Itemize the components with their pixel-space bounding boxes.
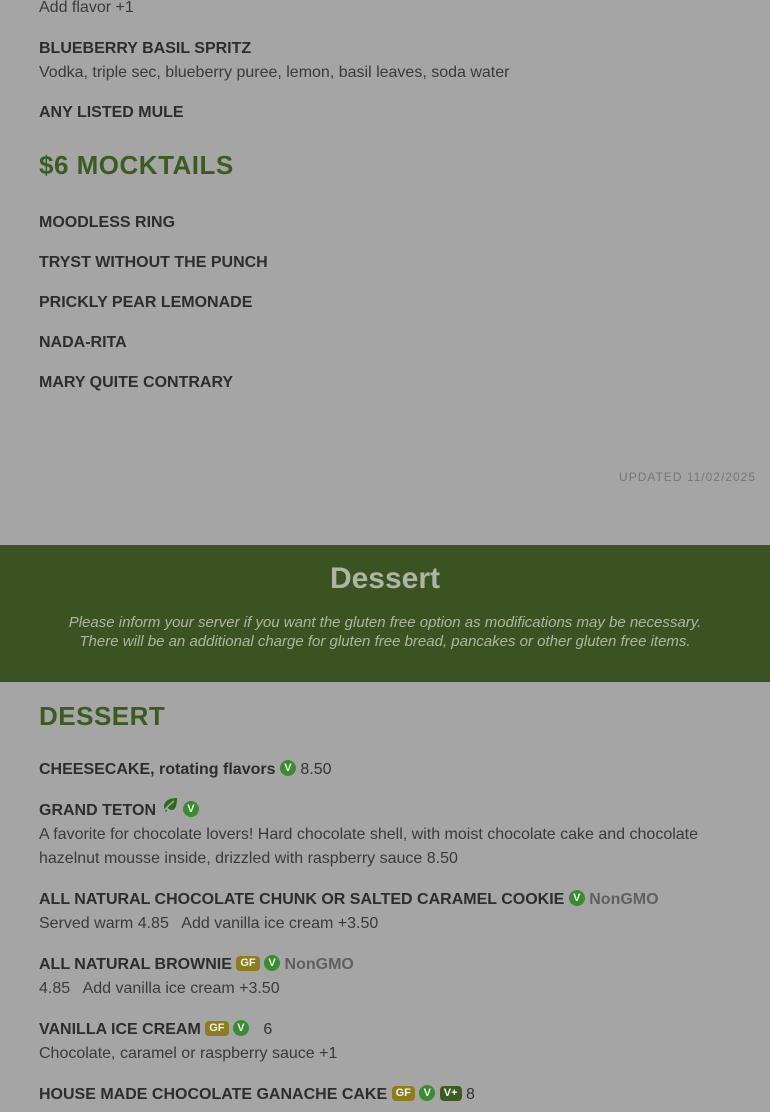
item-name: HOUSE MADE CHOCOLATE GANACHE CAKE	[39, 1086, 388, 1103]
dessert-banner	[0, 545, 770, 682]
item-description: hazelnut mousse inside, drizzled with raspberry sauce 8.50	[39, 850, 458, 867]
mocktail-item: TRYST WITHOUT THE PUNCH	[39, 254, 268, 271]
item-name: GRAND TETON	[39, 802, 157, 819]
mocktail-item: PRICKLY PEAR LEMONADE	[39, 294, 253, 311]
vegetarian-icon: V	[569, 890, 585, 906]
item-name: VANILLA ICE CREAM	[39, 1021, 201, 1038]
item-description: Served warm 4.85 Add vanilla ice cream +3.50	[39, 915, 379, 932]
menu-item	[39, 888, 732, 936]
item-description: Vodka, triple sec, blueberry puree, lemon, basil leaves, soda water	[39, 64, 510, 81]
vegetarian-icon: V	[419, 1085, 435, 1101]
mocktail-item: NADA-RITA	[39, 334, 127, 351]
section-title-mocktails: $6 MOCKTAILS	[39, 150, 234, 180]
gluten-free-badge: GF	[392, 1086, 415, 1101]
updated-date: UPDATED 11/02/2025	[619, 470, 756, 484]
section-title-dessert: DESSERT	[39, 701, 166, 731]
menu-item	[39, 37, 732, 85]
item-name: ALL NATURAL BROWNIE	[39, 956, 232, 973]
vegan-badge: V+	[440, 1086, 462, 1101]
menu-item	[39, 1018, 732, 1066]
vegetarian-icon: V	[183, 801, 199, 817]
item-price: 8	[466, 1086, 475, 1103]
nongmo-label: NonGMO	[589, 891, 659, 908]
item-name: ALL NATURAL CHOCOLATE CHUNK OR SALTED CARAMEL COOKIE	[39, 891, 565, 908]
item-name: ANY LISTED MULE	[39, 104, 184, 121]
banner-note	[0, 613, 770, 651]
item-name: CHEESECAKE, rotating flavors	[39, 761, 276, 778]
menu-item	[39, 953, 732, 1001]
item-description: Chocolate, caramel or raspberry sauce +1	[39, 1045, 338, 1062]
leaf-icon	[161, 797, 179, 821]
vegetarian-icon: V	[233, 1020, 249, 1036]
gluten-free-badge: GF	[205, 1021, 228, 1036]
menu-item	[39, 101, 732, 125]
banner-title: Dessert	[329, 562, 441, 595]
menu-item	[39, 1083, 732, 1107]
nongmo-label: NonGMO	[284, 956, 354, 973]
banner-note-line: There will be an additional charge for gluten free bread, pancakes or other gluten free items.	[79, 633, 691, 650]
item-name: BLUEBERRY BASIL SPRITZ	[39, 40, 252, 57]
gluten-free-badge: GF	[236, 956, 259, 971]
vegetarian-icon: V	[280, 760, 296, 776]
menu-item	[39, 758, 732, 782]
item-price: 6	[263, 1021, 273, 1038]
vegetarian-icon: V	[264, 955, 280, 971]
banner-note-line: Please inform your server if you want the gluten free option as modifications may be necessary.	[68, 614, 702, 631]
add-flavor-note: Add flavor +1	[39, 0, 134, 16]
item-price: 8.50	[300, 761, 332, 778]
menu-item	[39, 799, 732, 871]
item-description: 4.85 Add vanilla ice cream +3.50	[39, 980, 280, 997]
item-description: A favorite for chocolate lovers! Hard chocolate shell, with moist chocolate cake and chocolate	[39, 826, 699, 843]
mocktail-item: MARY QUITE CONTRARY	[39, 374, 234, 391]
mocktail-item: MOODLESS RING	[39, 214, 176, 231]
